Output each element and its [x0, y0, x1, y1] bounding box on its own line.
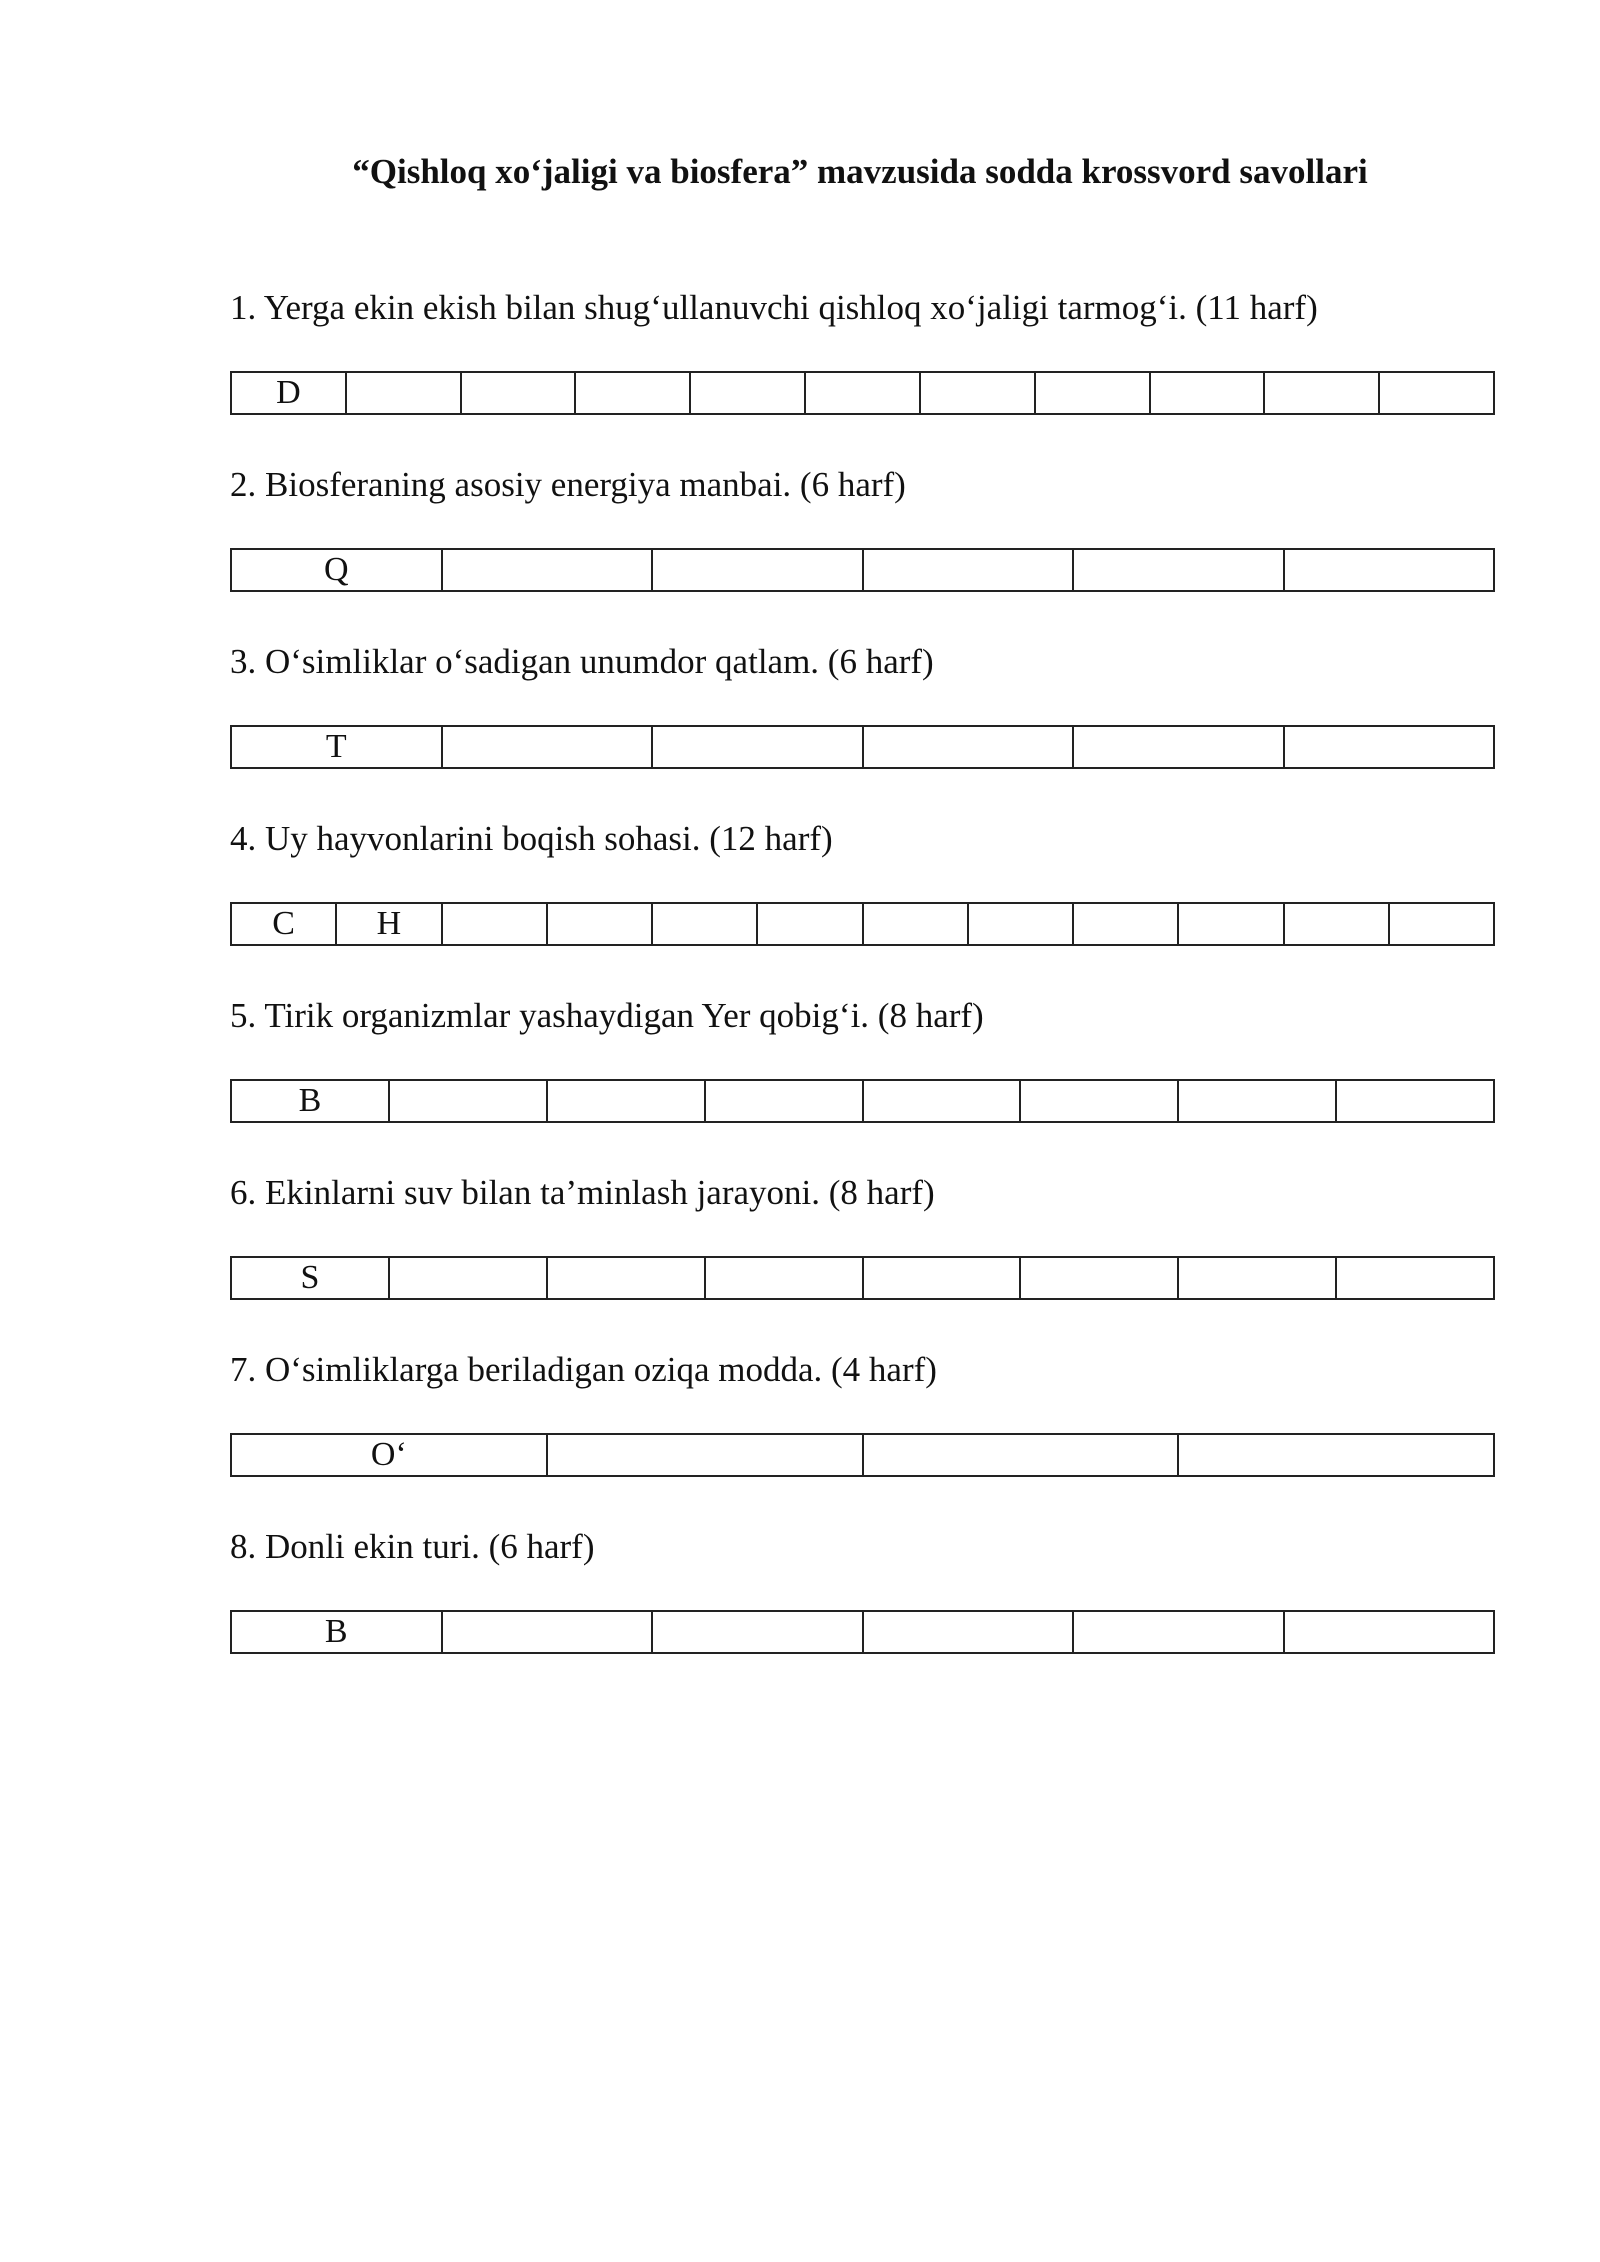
answer-cell[interactable]: S: [300, 1259, 320, 1296]
answer-grid: [230, 1256, 1495, 1300]
answer-cell[interactable]: [1283, 727, 1494, 767]
question-text: 2. Biosferaning asosiy energiya manbai. (6 harf): [230, 465, 906, 504]
answer-cell[interactable]: [1149, 373, 1264, 413]
answer-grid: [230, 548, 1495, 592]
answer-cell[interactable]: [546, 1435, 862, 1475]
answer-cell[interactable]: [1034, 373, 1149, 413]
question-text: 6. Ekinlarni suv bilan ta’minlash jarayoni. (8 harf): [230, 1173, 935, 1212]
answer-cell[interactable]: [1072, 904, 1177, 944]
answer-cell[interactable]: [862, 550, 1073, 590]
answer-cell[interactable]: [1283, 550, 1494, 590]
answer-cell[interactable]: [1283, 1612, 1494, 1652]
answer-cell[interactable]: [862, 1435, 1178, 1475]
answer-cell[interactable]: [441, 727, 652, 767]
answer-cell[interactable]: [1283, 904, 1388, 944]
answer-cell[interactable]: [1177, 1435, 1493, 1475]
answer-cell[interactable]: B: [298, 1082, 322, 1119]
answer-cell[interactable]: [1072, 1612, 1283, 1652]
question-text: 4. Uy hayvonlarini boqish sohasi. (12 harf): [230, 819, 833, 858]
answer-cell[interactable]: [574, 373, 689, 413]
answer-cell[interactable]: O‘: [370, 1436, 407, 1473]
answer-cell[interactable]: [345, 373, 460, 413]
answer-cell[interactable]: [441, 904, 546, 944]
answer-cell[interactable]: [651, 1612, 862, 1652]
answer-cell[interactable]: [862, 904, 967, 944]
answer-cell[interactable]: [919, 373, 1034, 413]
question-text: 8. Donli ekin turi. (6 harf): [230, 1527, 595, 1566]
question-text: 7. O‘simliklarga beriladigan oziqa modda. (4 harf): [230, 1350, 937, 1389]
answer-cell[interactable]: [1177, 1258, 1335, 1298]
answer-cell[interactable]: [1019, 1258, 1177, 1298]
answer-grid: [230, 902, 1495, 946]
answer-cell[interactable]: [388, 1258, 546, 1298]
answer-cell[interactable]: [1177, 1081, 1335, 1121]
answer-cell[interactable]: [862, 727, 1073, 767]
answer-cell[interactable]: [756, 904, 861, 944]
answer-cell[interactable]: B: [324, 1613, 348, 1650]
answer-cell[interactable]: T: [325, 728, 347, 765]
answer-cell[interactable]: [704, 1081, 862, 1121]
answer-cell[interactable]: [651, 904, 756, 944]
answer-grid: [230, 371, 1495, 415]
answer-cell[interactable]: [546, 1258, 704, 1298]
answer-cell[interactable]: [1072, 727, 1283, 767]
answer-cell[interactable]: [441, 550, 652, 590]
answer-cell[interactable]: [1335, 1258, 1493, 1298]
answer-grid: [230, 1079, 1495, 1123]
answer-grid: [230, 725, 1495, 769]
answer-cell[interactable]: [1177, 904, 1282, 944]
answer-cell[interactable]: Q: [323, 551, 349, 588]
question-text: 3. O‘simliklar o‘sadigan unumdor qatlam. (6 harf): [230, 642, 934, 681]
answer-cell[interactable]: [862, 1081, 1020, 1121]
answer-cell[interactable]: D: [276, 374, 301, 411]
answer-cell[interactable]: [862, 1258, 1020, 1298]
question-text: 5. Tirik organizmlar yashaydigan Yer qobig‘i. (8 harf): [230, 996, 984, 1035]
answer-grid: [230, 1433, 1495, 1477]
answer-cell[interactable]: [1388, 904, 1493, 944]
answer-grid: [230, 1610, 1495, 1654]
answer-cell[interactable]: [967, 904, 1072, 944]
page-title: “Qishloq xo‘jaligi va biosfera” mavzusida sodda krossvord savollari: [352, 152, 1368, 191]
question-text: 1. Yerga ekin ekish bilan shug‘ullanuvchi qishloq xo‘jaligi tarmog‘i. (11 harf): [230, 288, 1318, 327]
answer-cell[interactable]: [460, 373, 575, 413]
answer-cell[interactable]: [1072, 550, 1283, 590]
answer-cell[interactable]: [651, 727, 862, 767]
answer-cell[interactable]: [704, 1258, 862, 1298]
answer-cell[interactable]: [441, 1612, 652, 1652]
answer-cell[interactable]: [1263, 373, 1378, 413]
answer-cell[interactable]: [546, 904, 651, 944]
answer-cell[interactable]: H: [335, 904, 440, 944]
answer-cell[interactable]: [804, 373, 919, 413]
answer-cell[interactable]: [546, 1081, 704, 1121]
answer-cell[interactable]: C: [272, 905, 295, 942]
answer-cell[interactable]: [1378, 373, 1493, 413]
answer-cell[interactable]: [1335, 1081, 1493, 1121]
answer-cell[interactable]: [388, 1081, 546, 1121]
answer-cell[interactable]: [651, 550, 862, 590]
answer-cell[interactable]: [689, 373, 804, 413]
answer-cell[interactable]: [862, 1612, 1073, 1652]
answer-cell[interactable]: [1019, 1081, 1177, 1121]
